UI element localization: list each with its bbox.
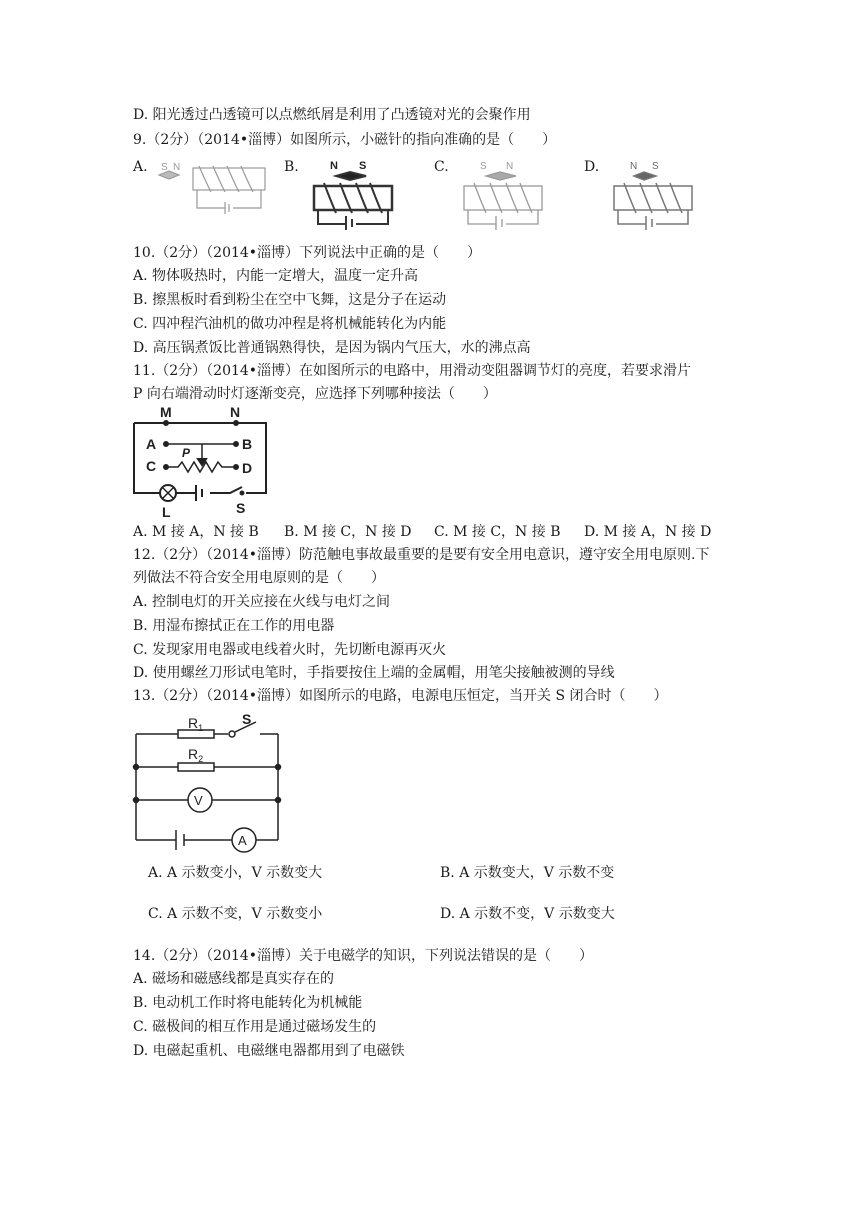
compass-needle-icon: [634, 172, 656, 180]
terminal-label-m: M: [160, 404, 172, 420]
q14-option-b: B. 电动机工作时将电能转化为机械能: [133, 995, 363, 1011]
q13-option-b: B. A 示数变大，V 示数不变: [440, 865, 615, 881]
q10-stem: 10.（2分）（2014•淄博）下列说法中正确的是（ ）: [133, 245, 482, 261]
q12-stem-line1: 12.（2分）（2014•淄博）防范触电事故最重要的是要有安全用电意识，遵守安全用电原则.下: [133, 547, 710, 563]
needle-left-label: N: [330, 160, 338, 172]
needle-right-label: N: [506, 161, 514, 172]
coil-windings: [474, 183, 532, 213]
solenoid-core: [614, 186, 692, 210]
q11-circuit-figure: [130, 403, 275, 521]
q12-option-d: D. 使用螺丝刀形试电笔时，手指要按住上端的金属帽，用笔尖接触被测的导线: [133, 665, 615, 681]
battery-circuit: [318, 210, 388, 230]
needle-left-label: S: [480, 161, 487, 172]
battery-icon: [196, 485, 202, 501]
compass-needle-icon: [336, 172, 366, 180]
battery-circuit: [468, 210, 538, 230]
q14-option-a: A. 磁场和磁感线都是真实存在的: [133, 971, 335, 987]
coil-windings: [624, 183, 682, 213]
terminal-label-b: B: [242, 436, 253, 452]
q11-stem-line2: P 向右端滑动时灯逐渐变亮，应选择下列哪种接法（ ）: [133, 386, 497, 402]
q10-option-c: C. 四冲程汽油机的做功冲程是将机械能转化为内能: [133, 316, 447, 332]
q12-option-c: C. 发现家用电器或电线着火时，先切断电源再灭火: [133, 642, 447, 658]
q12-option-a: A. 控制电灯的开关应接在火线与电灯之间: [133, 594, 391, 610]
needle-right-label: S: [652, 161, 659, 172]
resistor-r2-icon: [178, 763, 214, 771]
side-wires: [136, 734, 278, 840]
q10-option-d: D. 高压锅煮饭比普通锅熟得快，是因为锅内气压大，水的沸点高: [133, 340, 531, 356]
q10-option-a: A. 物体吸热时，内能一定增大，温度一定升高: [133, 268, 419, 284]
coil-windings: [199, 166, 253, 192]
q9-stem: 9.（2分）（2014•淄博）如图所示，小磁针的指向准确的是（ ）: [133, 132, 557, 148]
q13-option-d: D. A 示数不变，V 示数变大: [440, 906, 615, 922]
q9-label-a: A.: [133, 159, 148, 175]
q14-option-d: D. 电磁起重机、电磁继电器都用到了电磁铁: [133, 1043, 405, 1059]
q9-figure-d: [608, 158, 698, 230]
resistor-r1-icon: [178, 730, 214, 738]
q9-figure-b: [308, 158, 398, 230]
q13-option-a: A. A 示数变小，V 示数变大: [148, 865, 323, 881]
q9-label-d: D.: [584, 159, 600, 175]
battery-circuit: [618, 210, 688, 230]
q11-option-b: B. M 接 C，N 接 D: [284, 524, 412, 540]
needle-right-label: S: [359, 160, 367, 172]
q12-stem-line2: 列做法不符合安全用电原则的是（ ）: [133, 570, 385, 586]
needle-left-label: S: [161, 162, 168, 173]
q9-figure-a: [155, 158, 275, 218]
q11-option-c: C. M 接 C，N 接 B: [434, 524, 561, 540]
q9-label-b: B.: [284, 159, 299, 175]
solenoid-core: [464, 186, 542, 210]
q14-stem: 14.（2分）（2014•淄博）关于电磁学的知识，下列说法错误的是（ ）: [133, 948, 594, 964]
switch-label-s: S: [242, 711, 252, 727]
q9-label-c: C.: [434, 159, 449, 175]
q14-option-c: C. 磁极间的相互作用是通过磁场发生的: [133, 1019, 377, 1035]
terminal-label-a: A: [146, 436, 157, 452]
lamp-label-l: L: [162, 504, 171, 520]
slider-label-p: P: [182, 446, 191, 460]
needle-right-label: N: [173, 162, 181, 173]
battery-circuit: [197, 190, 261, 214]
q11-option-d: D. M 接 A，N 接 D: [584, 524, 712, 540]
battery-icon: [136, 830, 232, 850]
q13-stem: 13.（2分）（2014•淄博）如图所示的电路，电源电压恒定，当开关 S 闭合时（ ）: [133, 688, 668, 704]
q13-option-c: C. A 示数不变，V 示数变小: [148, 906, 323, 922]
switch-label-s: S: [236, 500, 246, 516]
r1-label: $R_1$: [188, 715, 204, 733]
svg-text:A: A: [238, 833, 247, 848]
q9-figure-c: [458, 158, 548, 230]
terminal-label-c: C: [146, 458, 157, 474]
q11-stem-line1: 11.（2分）（2014•淄博）在如图所示的电路中，用滑动变阻器调节灯的亮度，若要求滑片: [133, 363, 692, 379]
q8-option-d: D. 阳光透过凸透镜可以点燃纸屑是利用了凸透镜对光的会聚作用: [133, 107, 531, 123]
terminal-label-n: N: [230, 404, 241, 420]
terminal-label-d: D: [242, 460, 253, 476]
q10-option-b: B. 擦黑板时看到粉尘在空中飞舞，这是分子在运动: [133, 292, 447, 308]
svg-text:V: V: [194, 793, 203, 808]
q13-circuit-figure: [130, 708, 285, 858]
r2-label: $R_2$: [188, 746, 204, 764]
compass-needle-icon: [486, 172, 516, 180]
switch-pivot: [229, 731, 235, 737]
needle-left-label: N: [630, 161, 638, 172]
q11-option-a: A. M 接 A，N 接 B: [133, 524, 259, 540]
q12-option-b: B. 用湿布擦拭正在工作的用电器: [133, 618, 335, 634]
coil-windings: [324, 183, 382, 213]
